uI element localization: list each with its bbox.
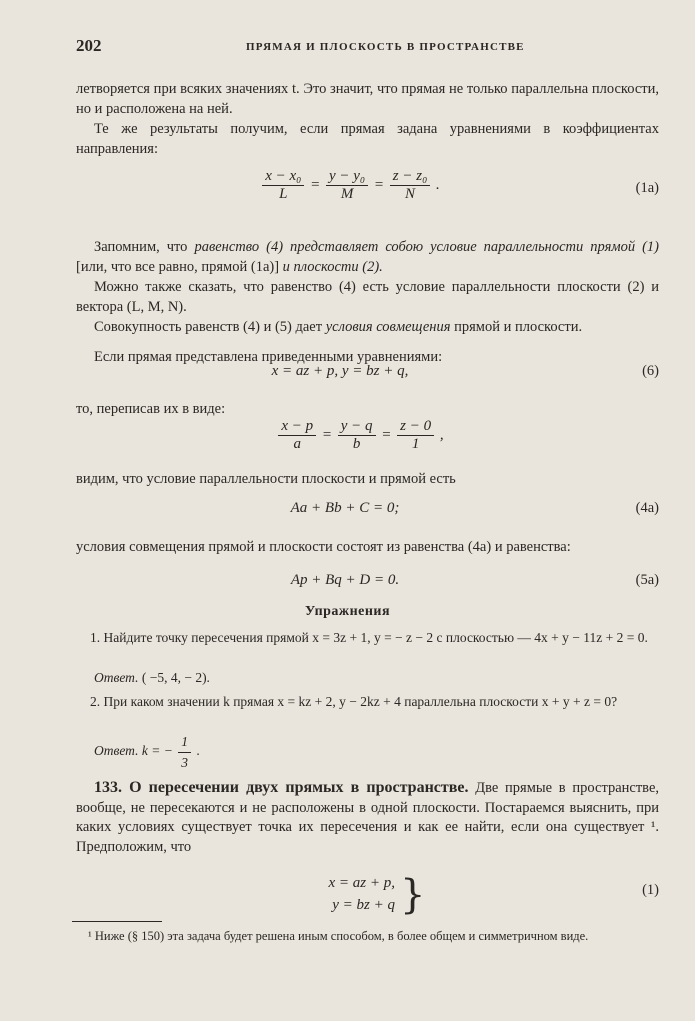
formula-rewrite: $\frac{x - p}{a}$ = $\frac{y - q}{b}$ = $\frac{z - 0}{1}$ , bbox=[255, 418, 465, 453]
section-133 bbox=[76, 778, 659, 857]
exercise-1: 1. Найдите точку пересечения прямой x = 3z + 1, y = − z − 2 с плоскостью — 4x + y − 11z + 2 = 0. bbox=[90, 630, 648, 645]
formula-5a: Ap + Bq + D = 0. bbox=[290, 572, 400, 588]
paragraph-9: условия совмещения прямой и плоскости состоят из равенства (4a) и равенства: bbox=[76, 539, 571, 555]
paragraph-8: видим, что условие параллельности плоскости и прямой есть bbox=[76, 471, 456, 487]
footnote: ¹ Ниже (§ 150) эта задача будет решена иным способом, в более общем и симметричном виде. bbox=[88, 929, 589, 943]
exercise-1-answer: Ответ. ( −5, 4, − 2). bbox=[94, 670, 210, 685]
formula-6: x = az + p, y = bz + q, bbox=[271, 363, 409, 379]
equation-tag-4a: (4a) bbox=[635, 500, 659, 516]
paragraph-5: Совокупность равенств (4) и (5) дает условия совмещения прямой и плоскости. bbox=[94, 319, 583, 335]
paragraph-2: Те же результаты получим, если прямая задана уравнениями в коэффициентах направления: bbox=[76, 121, 659, 157]
section-heading: 133. О пересечении двух прямых в пространстве. bbox=[94, 779, 469, 796]
equation-tag-6: (6) bbox=[642, 363, 659, 379]
brace-symbol: } bbox=[400, 872, 426, 918]
exercise-2-answer: Ответ. k = − $\frac{1}{3}$ . bbox=[94, 734, 200, 770]
equation-tag-5a: (5a) bbox=[635, 572, 659, 588]
page-header bbox=[76, 36, 655, 56]
system-equations: x = az + p, y = bz + q bbox=[328, 875, 395, 913]
paragraph-7: то, переписав их в виде: bbox=[76, 401, 226, 417]
formula-4a: Aa + Bb + C = 0; bbox=[290, 500, 400, 516]
page-number: 202 bbox=[76, 36, 102, 55]
exercises-title: Упражнения bbox=[304, 604, 391, 619]
section-body: Две прямые в пространстве, вообще, не пересекаются и не расположены в одной плоскости. Постараемся выяснить, при каких условиях существует точка их пересечения и как ее найти, если она существует ¹. Предположим, что bbox=[76, 780, 659, 855]
paragraph-4: Можно также сказать, что равенство (4) есть условие параллельности плоскости (2) и вектора (L, M, N). bbox=[76, 279, 659, 315]
equation-tag-1: (1) bbox=[642, 882, 659, 898]
formula-1a: $\frac{\text{x − x₀}}{L}$ = $\frac{\text{y − y₀}}{M}$ = $\frac{\text{z − z₀}}{N}$ . bbox=[250, 168, 450, 203]
paragraph-1: летворяется при всяких значениях t. Это значит, что прямая не только параллельна плоскости, но и расположена на ней. bbox=[76, 81, 659, 117]
footnote-rule bbox=[72, 921, 162, 922]
paragraph-3: Запомним, что равенство (4) представляет собою условие параллельности прямой (1) [или, что все равно, прямой (1a)] и плоскости (2). bbox=[76, 239, 659, 275]
paragraph-6: Если прямая представлена приведенными уравнениями: bbox=[94, 349, 443, 365]
equation-tag-1a: (1a) bbox=[635, 180, 659, 196]
running-title: ПРЯМАЯ И ПЛОСКОСТЬ В ПРОСТРАНСТВЕ bbox=[246, 41, 525, 53]
exercise-2: 2. При каком значении k прямая x = kz + 2, y − 2kz + 4 параллельна плоскости x + y + z = 0? bbox=[90, 694, 618, 709]
